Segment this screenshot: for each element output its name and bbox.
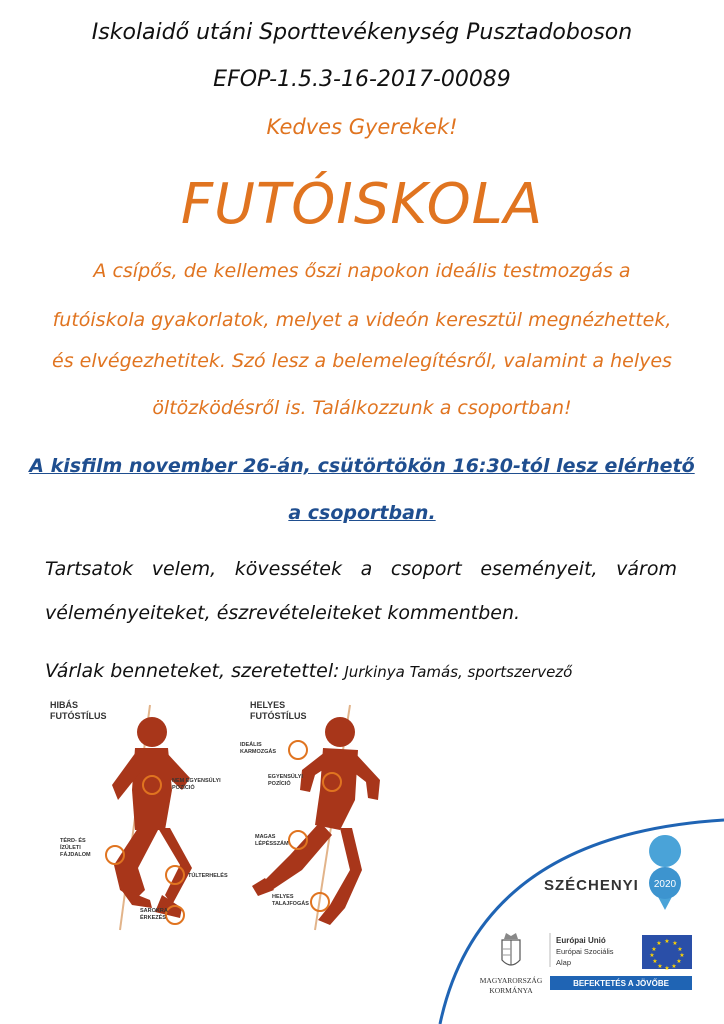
marker-right-1: [289, 741, 307, 759]
left-title-2: FUTÓSTÍLUS: [50, 711, 107, 721]
label-right-1a: IDEÁLIS: [240, 742, 262, 748]
label-right-2b: POZÍCIÓ: [268, 781, 291, 787]
label-left-2b: ÍZÜLETI: [60, 845, 81, 851]
szechenyi-logo-text: SZÉCHENYI: [544, 877, 639, 894]
eu-text-1: Európai Unió: [556, 936, 606, 945]
svg-text:★: ★: [649, 952, 655, 959]
szechenyi-year: 2020: [653, 879, 677, 890]
slogan-text: BEFEKTETÉS A JÖVŐBE: [573, 979, 669, 988]
announcement-line-1[interactable]: A kisfilm november 26-án, csütörtökön 16:30-tól lesz elérhető: [29, 455, 695, 477]
funding-logos: [420, 815, 724, 1024]
left-title-1: HIBÁS: [50, 700, 79, 710]
label-right-3b: LÉPÉSSZÁM: [255, 841, 289, 847]
header-line-2: EFOP-1.5.3-16-2017-00089: [213, 67, 511, 92]
label-left-1a: NEM EGYENSÚLYI: [172, 778, 221, 784]
label-left-3: TÚLTERHELÉS: [188, 873, 228, 879]
eu-flag-icon: [642, 935, 692, 972]
label-right-2a: EGYENSÚLYI: [268, 774, 303, 780]
svg-text:★: ★: [679, 952, 685, 959]
intro-line-2: futóiskola gyakorlatok, melyet a videón keresztül megnézhettek,: [52, 309, 672, 331]
gov-text-2: KORMÁNYA: [489, 986, 533, 995]
svg-text:★: ★: [672, 940, 678, 947]
label-left-1b: POZÍCIÓ: [172, 785, 195, 791]
svg-text:★: ★: [651, 946, 657, 953]
label-left-4a: SAROKRA: [140, 908, 168, 914]
intro-line-4: öltözködésről is. Találkozzunk a csoportban!: [152, 397, 572, 419]
label-right-1b: KARMOZGÁS: [240, 749, 277, 755]
svg-text:★: ★: [664, 938, 670, 945]
label-left-2a: TÉRD- ÉS: [60, 838, 86, 844]
greeting: Kedves Gyerekek!: [266, 115, 458, 139]
label-left-2c: FÁJDALOM: [60, 852, 91, 858]
label-right-4a: HELYES: [272, 894, 294, 900]
intro-line-1: A csípős, de kellemes őszi napokon ideális testmozgás a: [93, 260, 631, 282]
signature-prefix: Várlak benneteket, szeretettel:: [45, 660, 340, 682]
eu-text-2: Európai Szociális: [556, 947, 614, 956]
intro-line-3: és elvégezhetitek. Szó lesz a belemelegítésről, valamint a helyes: [52, 350, 672, 372]
signature-line: [45, 660, 677, 682]
announcement-line-2[interactable]: a csoportban.: [288, 502, 436, 524]
main-title: FUTÓISKOLA: [180, 172, 544, 237]
eu-text-3: Alap: [556, 958, 572, 967]
svg-text:★: ★: [664, 965, 670, 972]
svg-text:★: ★: [671, 963, 677, 970]
right-title-2: FUTÓSTÍLUS: [250, 711, 307, 721]
label-left-4b: ÉRKEZÉS: [140, 915, 166, 921]
gov-text-1: MAGYARORSZÁG: [479, 976, 543, 985]
svg-text:★: ★: [652, 958, 658, 965]
szechenyi-2020-badge: [649, 835, 681, 910]
svg-text:★: ★: [676, 958, 682, 965]
svg-text:★: ★: [657, 963, 663, 970]
body-line-1: Tartsatok velem, kövessétek a csoport eseményeit, várom: [45, 558, 677, 580]
header-line-1: Iskolaidő utáni Sporttevékenység Pusztadoboson: [91, 20, 633, 45]
svg-text:★: ★: [677, 946, 683, 953]
signature-name: Jurkinya Tamás, sportszervező: [339, 663, 573, 681]
running-style-figure: [40, 690, 400, 940]
hungary-coat-of-arms-icon: [502, 933, 520, 965]
label-right-3a: MAGAS: [255, 834, 276, 840]
blue-arc: [440, 820, 724, 1024]
right-title-1: HELYES: [250, 700, 286, 710]
left-runner: [112, 717, 192, 918]
svg-text:★: ★: [656, 940, 662, 947]
label-right-4b: TALAJFOGÁS: [272, 901, 309, 907]
body-line-2: véleményeiteket, észrevételeiteket kommentben.: [45, 602, 521, 624]
